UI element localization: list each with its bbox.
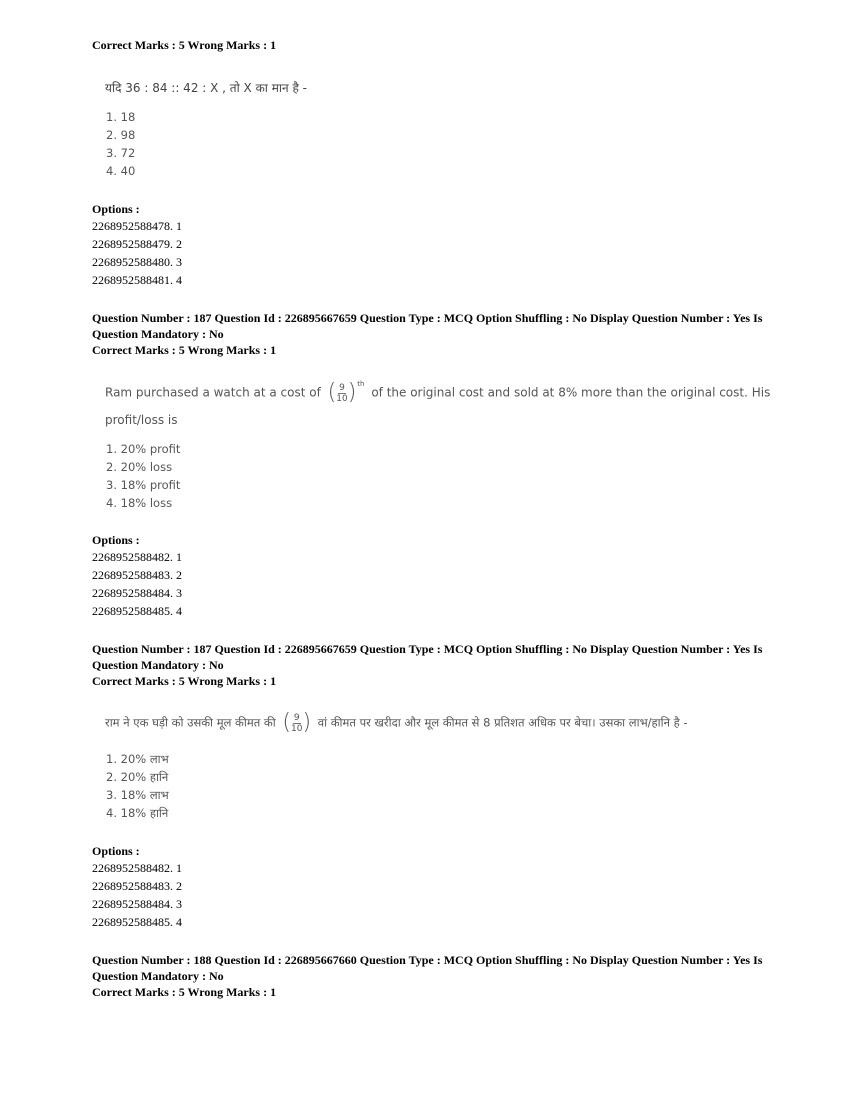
fraction-denominator: 10 <box>290 723 303 734</box>
marks-line: Correct Marks : 5 Wrong Marks : 1 <box>92 343 277 357</box>
option-item: 2268952588481. 4 <box>92 273 182 287</box>
question-text-part: Ram purchased a watch at a cost of <box>105 385 321 400</box>
choice-item: 4. 40 <box>106 164 136 178</box>
options-label: Options : <box>92 202 140 216</box>
option-item: 2268952588482. 1 <box>92 550 182 564</box>
choice-list <box>106 440 180 512</box>
question-header <box>92 952 772 1000</box>
choice-item: 1. 20% profit <box>106 442 181 456</box>
choice-item: 3. 18% profit <box>106 478 181 492</box>
question-header <box>92 641 772 689</box>
marks-line: Correct Marks : 5 Wrong Marks : 1 <box>92 38 277 52</box>
question-text <box>105 382 770 404</box>
option-item: 2268952588479. 2 <box>92 237 182 251</box>
option-item: 2268952588482. 1 <box>92 861 182 875</box>
options-label: Options : <box>92 844 140 858</box>
fraction: ( $\frac{9}{10}$ ) <box>282 710 312 735</box>
question-text-part: राम ने एक घड़ी को उसकी मूल कीमत की <box>105 715 276 730</box>
option-item: 2268952588480. 3 <box>92 255 182 269</box>
option-item: 2268952588485. 4 <box>92 604 182 618</box>
fraction-numerator: 9 <box>339 382 345 393</box>
choice-item: 1. 20% लाभ <box>106 752 169 766</box>
fraction: ( $\frac{9}{10}$ ) th <box>327 380 365 405</box>
choice-item: 4. 18% loss <box>106 496 173 510</box>
question-header-line: Question Mandatory : No <box>92 658 224 672</box>
options-label: Options : <box>92 533 140 547</box>
option-item: 2268952588478. 1 <box>92 219 182 233</box>
options-list <box>92 859 182 931</box>
choice-list <box>106 108 135 180</box>
marks-line: Correct Marks : 5 Wrong Marks : 1 <box>92 674 277 688</box>
fraction-numerator: 9 <box>293 712 300 723</box>
option-item: 2268952588483. 2 <box>92 879 182 893</box>
fraction-exponent: th <box>357 380 365 388</box>
options-list <box>92 548 182 620</box>
question-header-line: Question Number : 187 Question Id : 226895667659 Question Type : MCQ Option Shuffling : No Display Question Number : Yes Is <box>92 642 763 656</box>
choice-item: 3. 72 <box>106 146 136 160</box>
choice-item: 2. 20% हानि <box>106 770 169 784</box>
question-text-line2: profit/loss is <box>105 413 178 427</box>
option-item: 2268952588484. 3 <box>92 897 182 911</box>
choice-item: 2. 20% loss <box>106 460 173 474</box>
choice-item: 1. 18 <box>106 110 136 124</box>
marks-line: Correct Marks : 5 Wrong Marks : 1 <box>92 985 277 999</box>
question-header-line: Question Mandatory : No <box>92 327 224 341</box>
question-header <box>92 310 772 358</box>
option-item: 2268952588483. 2 <box>92 568 182 582</box>
question-text-part: of the original cost and sold at 8% more than the original cost. His <box>371 385 771 400</box>
option-item: 2268952588484. 3 <box>92 586 182 600</box>
question-text <box>105 712 688 734</box>
choice-item: 3. 18% लाभ <box>106 788 169 802</box>
question-text-part: वां कीमत पर खरीदा और मूल कीमत से 8 प्रतिशत अधिक पर बेचा। उसका लाभ/हानि है - <box>317 715 688 730</box>
choice-item: 2. 98 <box>106 128 136 142</box>
question-header-line: Question Number : 188 Question Id : 226895667660 Question Type : MCQ Option Shuffling : No Display Question Number : Yes Is <box>92 953 763 967</box>
choice-item: 4. 18% हानि <box>106 806 169 820</box>
options-list <box>92 217 182 289</box>
question-header-line: Question Mandatory : No <box>92 969 224 983</box>
fraction-denominator: 10 <box>336 393 348 404</box>
question-header-line: Question Number : 187 Question Id : 226895667659 Question Type : MCQ Option Shuffling : No Display Question Number : Yes Is <box>92 311 763 325</box>
choice-list <box>106 750 169 822</box>
option-item: 2268952588485. 4 <box>92 915 182 929</box>
question-text: यदि 36 : 84 :: 42 : X , तो X का मान है - <box>105 81 307 95</box>
